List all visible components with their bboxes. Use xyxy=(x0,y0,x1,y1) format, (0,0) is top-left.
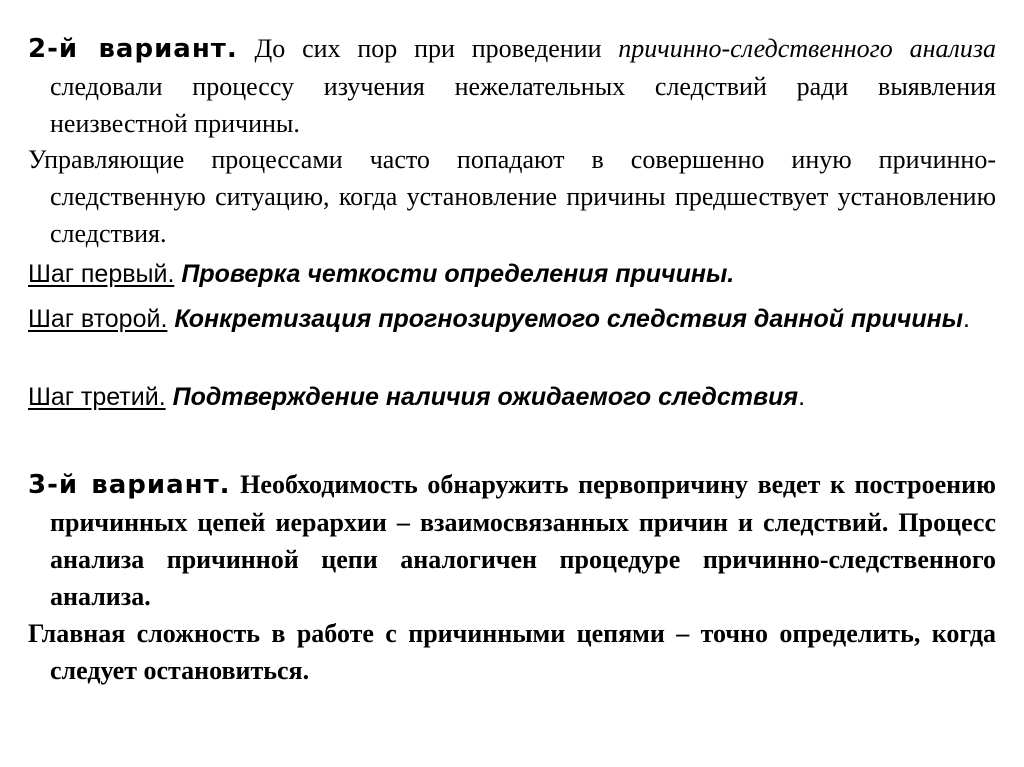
variant-3-paragraph xyxy=(28,466,996,615)
variant-2-term: причинно-следственного анализа xyxy=(618,34,996,63)
step-1-text: Проверка четкости определения причины. xyxy=(181,260,735,288)
step-3-paragraph xyxy=(28,379,996,416)
step-2-end: . xyxy=(963,305,970,333)
difficulty-paragraph: Главная сложность в работе с причинными цепями – точно определить, когда следует остановиться. xyxy=(28,619,996,685)
variant-2-text-b: следовали процессу изучения нежелательных следствий ради выявления неизвестной причины. xyxy=(50,72,996,138)
variant-2-label: 2-й вариант. xyxy=(28,34,238,64)
step-3-text: Подтверждение наличия ожидаемого следствия xyxy=(172,383,799,411)
variant-3-text: Необходимость обнаружить первопричину ведет к построению причинных цепей иерархии – взаимосвязанных причин и следствий. Процесс анализа причинной цепи аналогичен процедуре причинно-следственного анализа. xyxy=(50,470,996,611)
variant-3-label: 3-й вариант. xyxy=(28,470,231,500)
variant-2-paragraph xyxy=(28,30,996,142)
step-2-paragraph xyxy=(28,301,996,338)
step-2-text: Конкретизация прогнозируемого следствия данной причины xyxy=(174,305,964,333)
variant-2-text-a: До сих пор при проведении xyxy=(237,34,619,63)
step-3-end: . xyxy=(798,383,806,411)
step-3-label: Шаг третий. xyxy=(28,383,166,411)
step-1-paragraph xyxy=(28,256,996,293)
step-2-label: Шаг второй. xyxy=(28,305,168,333)
managers-paragraph: Управляющие процессами часто попадают в совершенно иную причинно-следственную ситуацию, когда установление причины предшествует установлению следствия. xyxy=(28,145,996,248)
step-1-label: Шаг первый. xyxy=(28,260,175,288)
